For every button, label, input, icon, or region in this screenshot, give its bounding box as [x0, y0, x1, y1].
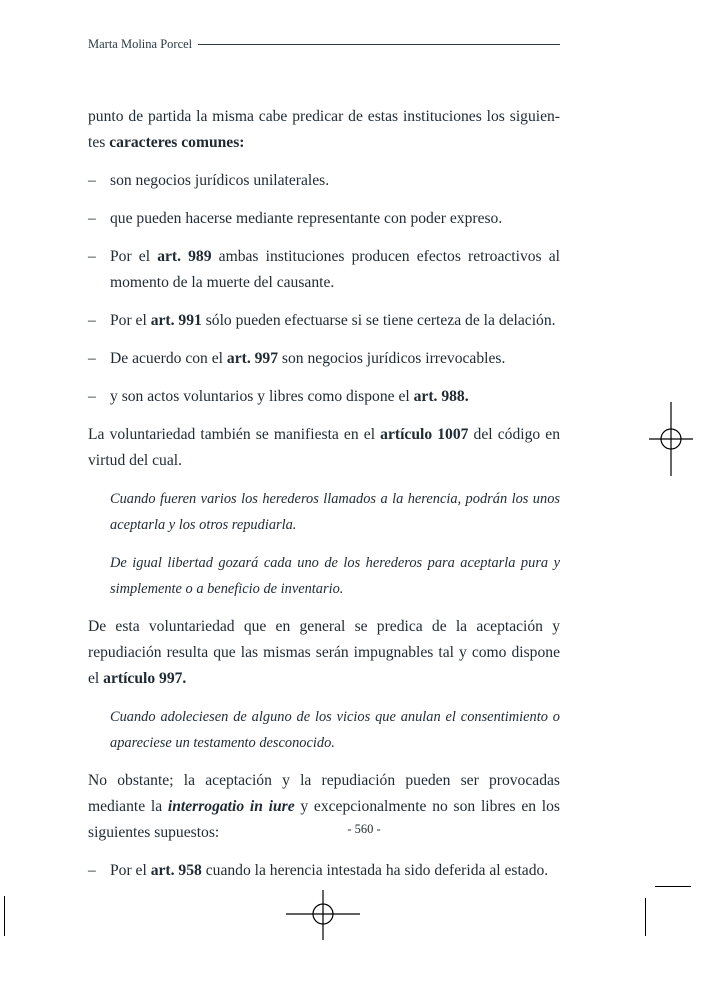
page-number: - 560 -	[347, 822, 381, 836]
paragraph-voluntariedad: La voluntariedad también se manifiesta en el artículo 1007 del código en virtud del cual.	[88, 426, 560, 469]
list-item	[88, 346, 560, 372]
list-item	[88, 858, 560, 884]
paragraph-no-obstante: No obstante; la aceptación y la repudiación pueden ser provocadas mediante la interrogatio in iure y excepcionalmente no son libres en los siguientes supuestos:	[88, 772, 560, 841]
dash-bullet: –	[88, 210, 96, 227]
list-item	[88, 206, 560, 232]
paragraph-text: punto de partida la misma cabe predicar de estas instituciones los siguien-tes	[88, 108, 560, 151]
bold-text: caracteres comunes:	[109, 134, 245, 151]
quote-article-1007-b: De igual libertad gozará cada uno de los herederos para aceptarla pura y simplemente o a beneficio de inventario.	[110, 555, 560, 597]
dash-bullet: –	[88, 312, 96, 329]
list-item-text: De acuerdo con el art. 997 son negocios jurídicos irrevocables.	[110, 350, 506, 367]
list-item-text: Por el art. 958 cuando la herencia intestada ha sido deferida al estado.	[110, 862, 549, 879]
main-text	[88, 104, 560, 896]
running-header	[88, 34, 560, 54]
header-rule	[198, 44, 560, 45]
quote-article-997: Cuando adoleciesen de alguno de los vicios que anulan el consentimiento o apareciese un testamento desconocido.	[110, 709, 560, 751]
crop-mark-left	[4, 896, 5, 936]
list-item-text: Por el art. 991 sólo pueden efectuarse si se tiene certeza de la delación.	[110, 312, 556, 329]
dash-bullet: –	[88, 388, 96, 405]
crop-mark-right-vertical	[645, 898, 646, 936]
dash-bullet: –	[88, 350, 96, 367]
quote-article-1007-a: Cuando fueren varios los herederos llamados a la herencia, podrán los unos aceptarla y los otros repudiarla.	[110, 491, 560, 533]
header-author: Marta Molina Porcel	[88, 36, 193, 51]
list-item-text: y son actos voluntarios y libres como dispone el art. 988.	[110, 388, 469, 405]
list-item	[88, 384, 560, 410]
dash-bullet: –	[88, 248, 96, 265]
paragraph-impugnables: De esta voluntariedad que en general se predica de la aceptación y repudiación resulta que las mismas serán impugnables tal y como dispone el artículo 997.	[88, 618, 560, 687]
list-item-text: que pueden hacerse mediante representante con poder expreso.	[110, 210, 503, 227]
list-item	[88, 308, 560, 334]
registration-mark-bottom	[286, 890, 360, 940]
paragraph-intro	[88, 104, 560, 156]
crop-mark-right-horizontal	[655, 886, 691, 887]
dash-bullet: –	[88, 862, 96, 879]
dash-bullet: –	[88, 172, 96, 189]
registration-mark-right	[649, 402, 709, 476]
list-item-text: son negocios jurídicos unilaterales.	[110, 172, 330, 189]
list-item	[88, 168, 560, 194]
list-item-text: Por el art. 989 ambas instituciones producen efectos retroactivos al momento de la muerte del causante.	[110, 248, 561, 291]
list-item	[88, 244, 560, 296]
